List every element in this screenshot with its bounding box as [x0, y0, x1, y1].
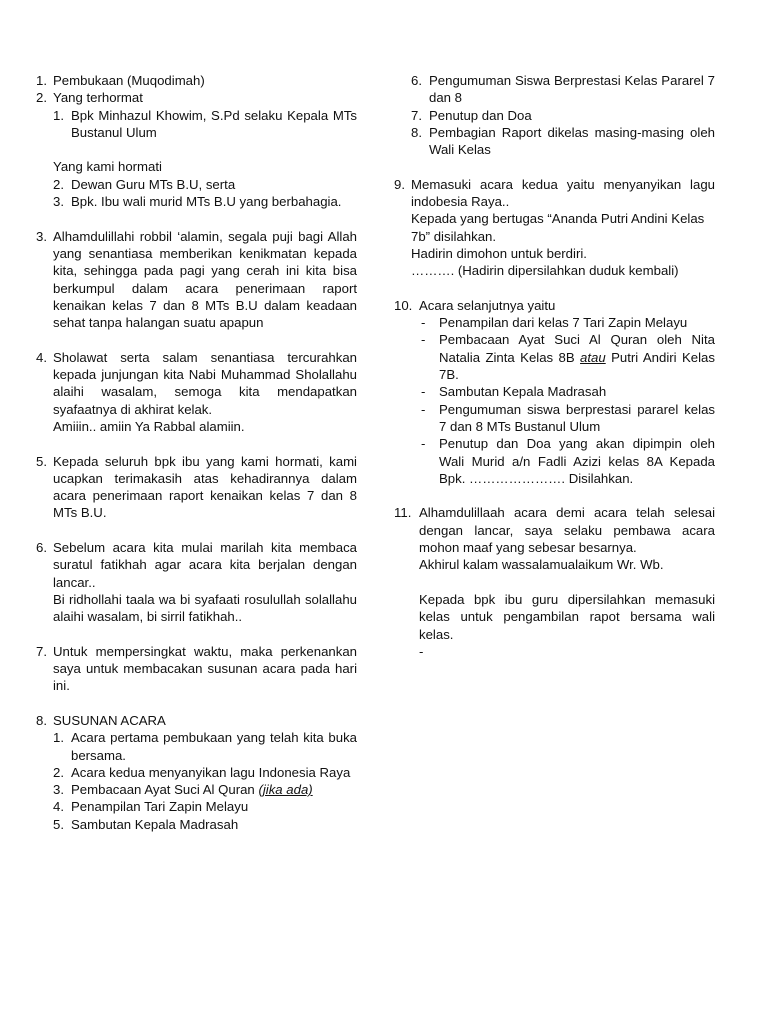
agenda-item: 2. Acara kedua menyanyikan lagu Indonesia Raya — [53, 764, 351, 780]
item-text: Alhamdulillahi robbil ‘alamin, segala puji bagi Allah yang senantiasa memberikan kenikmatan kepada kita, sehingga pada pagi yang cerah ini kita bisa berkumpul dalam acara penerimaan raport kenaikan kelas 7 dan 8 MTs B.U dalam keadaan sehat tanpa halangan suatu apapun — [53, 228, 357, 331]
item-text: Sholawat serta salam senantiasa tercurahkan kepada junjungan kita Nabi Muhammad Sholallahu alaihi wasalam, semoga kita mendapatkan syafaatnya di akhirat kelak. — [53, 349, 357, 417]
dash-item: - Penutup dan Doa yang akan dipimpin oleh Wali Murid a/n Fadli Azizi kelas 8A Kepada Bpk. …………………. Disilahkan. — [421, 436, 715, 486]
item-text-3: Kepada bpk ibu guru dipersilahkan memasuki kelas untuk pengambilan rapot bersama wali kelas. — [419, 591, 715, 642]
item-number: 10. — [394, 297, 413, 313]
agenda-continued — [394, 72, 715, 158]
item-number: 4. — [36, 349, 47, 365]
item-text: Sebelum acara kita mulai marilah kita membaca suratul fatikhah agar acara kita berjalan dengan lancar.. — [53, 540, 357, 590]
list-item-9 — [394, 176, 715, 280]
right-column — [394, 72, 715, 660]
list-item-3 — [36, 228, 357, 332]
item-text-4: ………. (Hadirin dipersilahkan duduk kembali) — [411, 263, 679, 279]
item-number: 7. — [36, 643, 47, 659]
item-number: 3. — [36, 228, 47, 244]
list-item-7 — [36, 643, 357, 695]
agenda-item: 4. Penampilan Tari Zapin Melayu — [53, 799, 249, 815]
item-number: 5. — [36, 453, 47, 469]
item-text-4: - — [419, 643, 424, 659]
list-item-1 — [36, 72, 357, 89]
item-number: 11. — [394, 505, 412, 521]
item-number: 8. — [36, 712, 47, 728]
item-number: 1. — [36, 73, 47, 88]
list-item-4 — [36, 349, 357, 435]
item-text: Pembukaan (Muqodimah) — [53, 73, 205, 88]
sub-item: 3. Bpk. Ibu wali murid MTs B.U yang berbahagia. — [53, 194, 342, 210]
item-text: Untuk mempersingkat waktu, maka perkenankan saya untuk membacakan susunan acara pada hari ini. — [53, 643, 357, 694]
section-heading: SUSUNAN ACARA — [53, 712, 166, 728]
item-text: Kepada seluruh bpk ibu yang kami hormati, kami ucapkan terimakasih atas kehadirannya dalam acara penerimaan raport kenaikan kelas 7 dan 8 MTs B.U. — [53, 453, 357, 521]
list-item-2 — [36, 89, 357, 210]
dash-item: - Pengumuman siswa berprestasi pararel kelas 7 dan 8 MTs Bustanul Ulum — [421, 401, 715, 434]
section-label: Yang kami hormati — [53, 159, 162, 175]
list-item-5 — [36, 453, 357, 522]
item-text-2: Kepada yang bertugas “Ananda Putri Andini Kelas 7b” disilahkan. — [411, 211, 705, 244]
item-text: Acara selanjutnya yaitu — [419, 297, 556, 313]
item-number: 9. — [394, 176, 405, 192]
item-number: 2. — [36, 90, 47, 106]
list-item-6 — [36, 539, 357, 625]
item-number: 6. — [36, 540, 47, 556]
dash-item: - Pembacaan Ayat Suci Al Quran oleh Nita Natalia Zinta Kelas 8B atau Putri Andiri Kelas 7B. — [421, 332, 715, 383]
left-column — [36, 72, 357, 833]
agenda-item: 1. Acara pertama pembukaan yang telah kita buka bersama. — [53, 730, 357, 763]
agenda-item: 8. Pembagian Raport dikelas masing-masing oleh Wali Kelas — [411, 124, 715, 158]
item-text-2: Amiiin.. amiin Ya Rabbal alamiin. — [53, 418, 245, 434]
dash-item: - Penampilan dari kelas 7 Tari Zapin Melayu — [421, 315, 688, 331]
list-item-10 — [394, 297, 715, 487]
agenda-item: 3. Pembacaan Ayat Suci Al Quran (jika ada) — [53, 782, 313, 798]
item-text-3: Hadirin dimohon untuk berdiri. — [411, 245, 587, 261]
item-text-2: Bi ridhollahi taala wa bi syafaati rosulullah solallahu alaihi wasalam, bi sirril fatikhah.. — [53, 591, 357, 625]
item-text-2: Akhirul kalam wassalamualaikum Wr. Wb. — [419, 557, 664, 573]
list-item-8 — [36, 712, 357, 833]
sub-item: 2. Dewan Guru MTs B.U, serta — [53, 176, 236, 192]
agenda-item: 5. Sambutan Kepala Madrasah — [53, 816, 239, 832]
dash-item: - Sambutan Kepala Madrasah — [421, 384, 607, 400]
agenda-item: 6. Pengumuman Siswa Berprestasi Kelas Pararel 7 dan 8 — [411, 73, 715, 106]
list-item-11 — [394, 504, 715, 660]
item-text: Memasuki acara kedua yaitu menyanyikan lagu indobesia Raya.. — [411, 176, 715, 210]
optional-note: (jika ada) — [258, 782, 313, 798]
agenda-item: 7. Penutup dan Doa — [411, 107, 532, 123]
item-text: Yang terhormat — [53, 90, 143, 106]
sub-item: 1. Bpk Minhazul Khowim, S.Pd selaku Kepala MTs Bustanul Ulum — [53, 107, 357, 140]
item-text: Alhamdulillaah acara demi acara telah selesai dengan lancar, saya selaku pembawa acara mohon maaf yang sebesar besarnya. — [419, 505, 715, 556]
